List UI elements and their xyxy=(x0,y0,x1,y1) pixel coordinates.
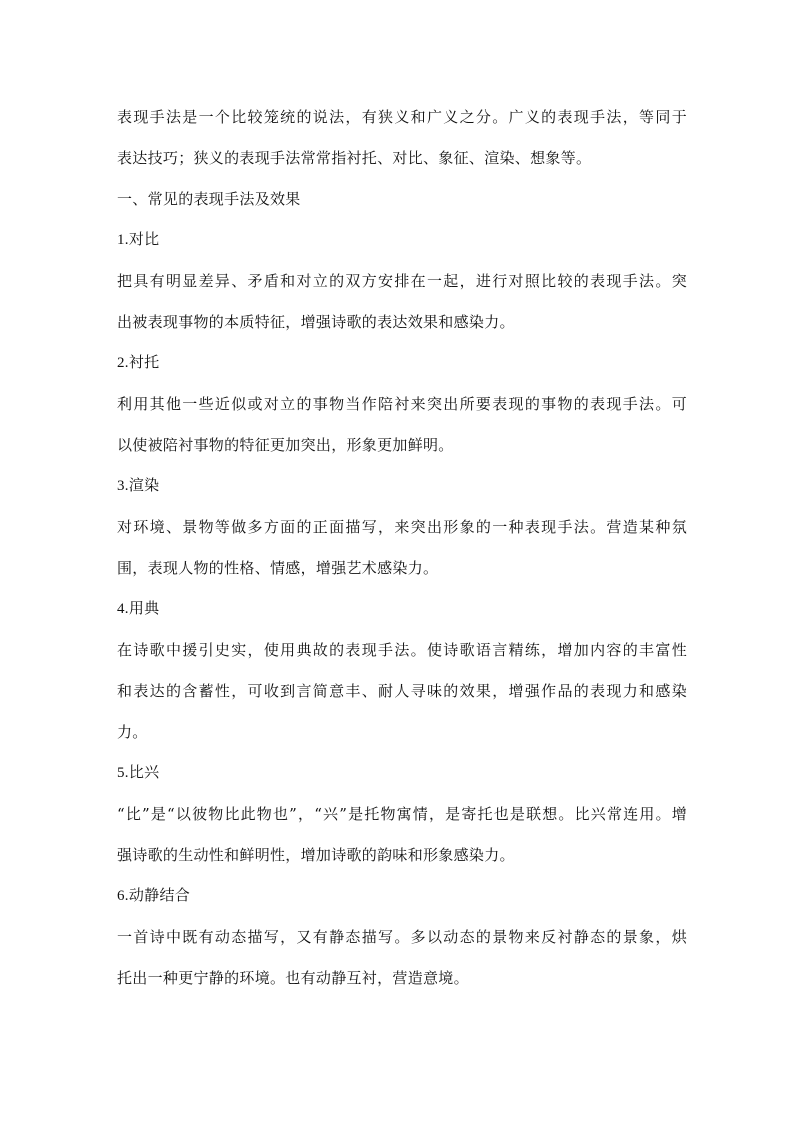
item-text-line: “比”是“以彼物比此物也”，“兴”是托物寓情，是寄托也是联想。比兴常连用。增 xyxy=(117,805,687,823)
item-heading-motion-stillness: 6.动静结合 xyxy=(117,888,191,904)
item-text-line: 利用其他一些近似或对立的事物当作陪衬来突出所要表现的事物的表现手法。可 xyxy=(117,395,687,413)
item-heading-rendering: 3.渲染 xyxy=(117,478,160,494)
item-text-line: 强诗歌的生动性和鲜明性，增加诗歌的韵味和形象感染力。 xyxy=(117,846,515,864)
item-text-line: 以使被陪衬事物的特征更加突出，形象更加鲜明。 xyxy=(117,436,454,454)
item-text-line: 在诗歌中援引史实，使用典故的表现手法。使诗歌语言精练，增加内容的丰富性 xyxy=(117,641,687,659)
item-text-line: 对环境、景物等做多方面的正面描写，来突出形象的一种表现手法。营造某种氛 xyxy=(117,518,687,536)
document-body xyxy=(117,106,687,990)
item-text-line: 力。 xyxy=(117,723,148,741)
item-text-line: 和表达的含蓄性，可收到言简意丰、耐人寻味的效果，增强作品的表现力和感染 xyxy=(117,682,687,700)
intro-line-1: 表现手法是一个比较笼统的说法，有狭义和广义之分。广义的表现手法，等同于 xyxy=(117,108,687,126)
item-heading-allusion: 4.用典 xyxy=(117,601,160,617)
item-text-line: 围，表现人物的性格、情感，增强艺术感染力。 xyxy=(117,559,439,577)
item-text-line: 托出一种更宁静的环境。也有动静互衬，营造意境。 xyxy=(117,969,469,987)
section-title: 一、常见的表现手法及效果 xyxy=(117,190,301,208)
intro-line-2: 表达技巧；狭义的表现手法常常指衬托、对比、象征、渲染、想象等。 xyxy=(117,149,592,167)
item-text-line: 出被表现事物的本质特征，增强诗歌的表达效果和感染力。 xyxy=(117,313,515,331)
item-heading-contrast-foil: 2.衬托 xyxy=(117,355,160,371)
item-text-line: 一首诗中既有动态描写，又有静态描写。多以动态的景物来反衬静态的景象，烘 xyxy=(117,928,687,946)
item-heading-comparison: 1.对比 xyxy=(117,232,160,248)
item-heading-bixing: 5.比兴 xyxy=(117,765,160,781)
item-text-line: 把具有明显差异、矛盾和对立的双方安排在一起，进行对照比较的表现手法。突 xyxy=(117,272,687,290)
